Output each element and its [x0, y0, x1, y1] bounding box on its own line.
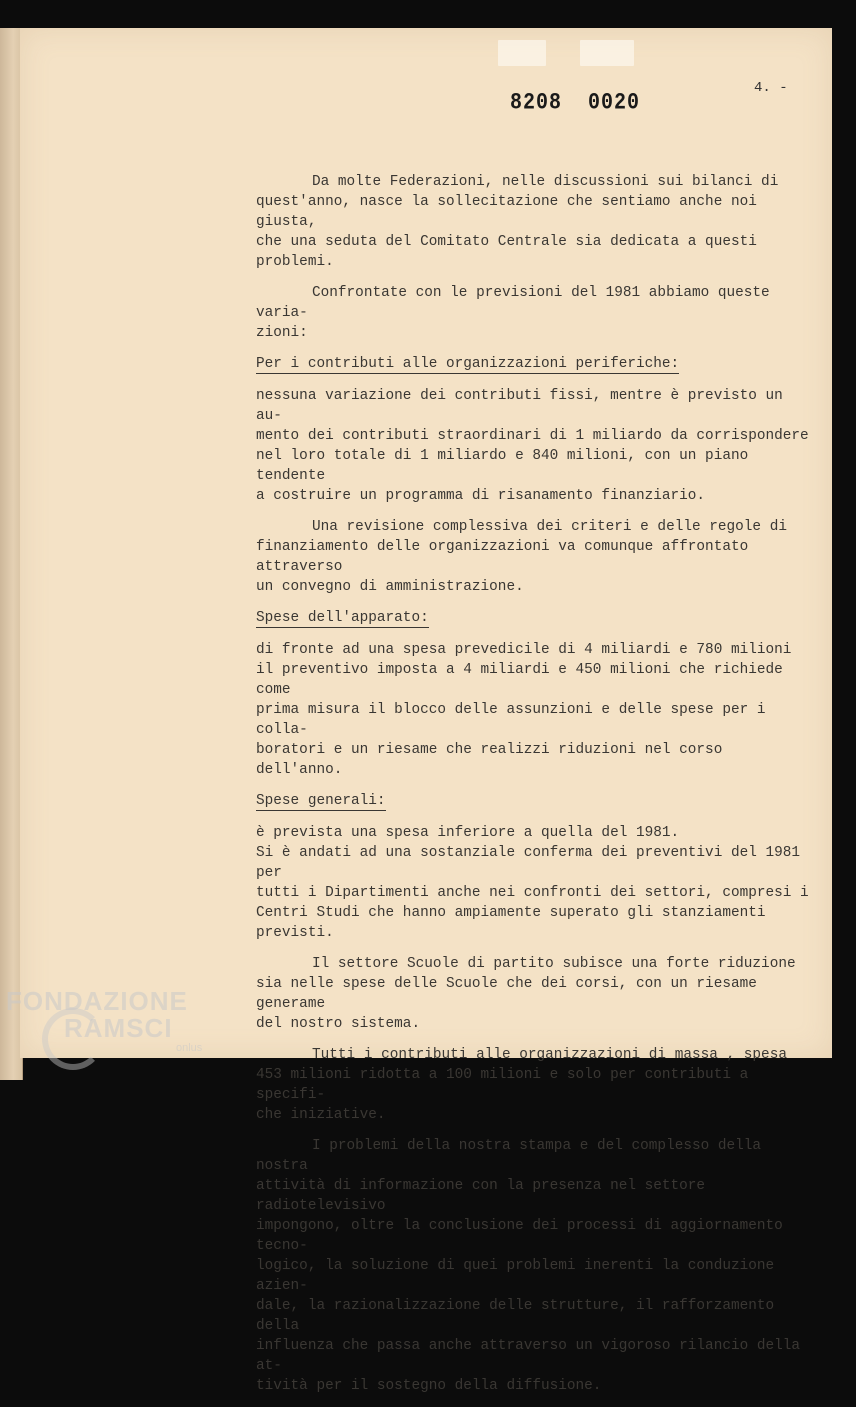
- watermark-line-1: FONDAZIONE: [6, 986, 188, 1016]
- section-heading: Per i contributi alle organizzazioni periferiche:: [256, 356, 680, 372]
- paragraph: è prevista una spesa inferiore a quella del 1981. Si è andati ad una sostanziale conferma dei preventivi del 1981 per tutti i Dipartimenti anche nei confronti dei settori, compresi i Centri Studi che hanno ampiamente superato gli stanziamenti previsti.: [256, 825, 809, 941]
- section-heading: Spese generali:: [256, 793, 386, 809]
- watermark-line-2: RAMSCI: [64, 1013, 173, 1043]
- tape-strip: [498, 40, 546, 66]
- section-heading: Spese dell'apparato:: [256, 610, 429, 626]
- paragraph: Una revisione complessiva dei criteri e delle regole di finanziamento delle organizzazioni va comunque affrontato attraverso un convegno di amministrazione.: [256, 519, 787, 595]
- tape-strip: [580, 40, 634, 66]
- archive-stamp-number: [510, 90, 640, 116]
- paragraph: Tutti i contributi alle organizzazioni di massa , spesa 453 milioni ridotta a 100 milioni e solo per contributi a specifi- che iniziative.: [256, 1047, 787, 1123]
- paragraph: Il settore Scuole di partito subisce una forte riduzione sia nelle spese delle Scuole che dei corsi, con un riesame generame del nostro sistema.: [256, 956, 796, 1032]
- paragraph: Confrontate con le previsioni del 1981 abbiamo queste varia- zioni:: [256, 285, 770, 341]
- paragraph: di fronte ad una spesa prevedicile di 4 miliardi e 780 milioni il preventivo imposta a 4 miliardi e 450 milioni che richiede come prima misura il blocco delle assunzioni e delle spese per i colla- boratori e un riesame che realizzi riduzioni nel corso dell'anno.: [256, 642, 792, 778]
- fondazione-gramsci-watermark: [6, 986, 202, 1054]
- paragraph: Da molte Federazioni, nelle discussioni sui bilanci di quest'anno, nasce la sollecitazione che sentiamo anche noi giusta, che una seduta del Comitato Centrale sia dedicata a questi problemi.: [256, 174, 779, 270]
- g-logo-icon: [42, 1008, 104, 1070]
- stamp-part-1: 8208: [510, 90, 563, 117]
- body-text: [256, 172, 816, 1407]
- document-page: [20, 28, 832, 1394]
- watermark-line-3: onlus: [176, 1042, 203, 1054]
- stamp-part-2: 0020: [588, 90, 641, 117]
- paragraph: I problemi della nostra stampa e del complesso della nostra attività di informazione con la presenza nel settore radiotelevisivo impongono, oltre la conclusione dei processi di aggiornamento tecno- logico, la soluzione di quei problemi inerenti la conduzione azien- dale, la razionalizzazione delle strutture, il rafforzamento della influenza che passa anche attraverso un vigoroso rilancio della at- tività per il sostegno della diffusione.: [256, 1138, 801, 1394]
- page-number: 4. -: [754, 80, 788, 96]
- paragraph: nessuna variazione dei contributi fissi, mentre è previsto un au- mento dei contributi straordinari di 1 miliardo da corrispondere nel loro totale di 1 miliardo e 840 milioni, con un piano tendente a costruire un programma di risanamento finanziario.: [256, 388, 809, 504]
